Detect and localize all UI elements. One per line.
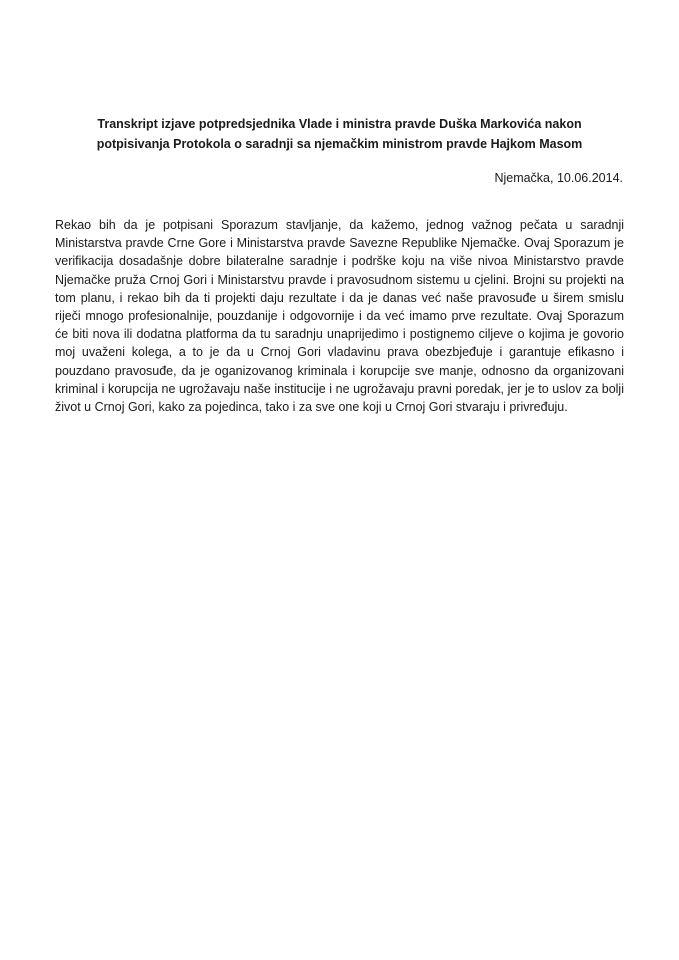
body-paragraph: Rekao bih da je potpisani Sporazum stavljanje, da kažemo, jednog važnog pečata u saradnji Ministarstva pravde Crne Gore i Ministarstva pravde Savezne Republike Njemačke. Ovaj Sporazum je verifikacija dosadašnje dobre bilateralne saradnje i podrške koju na više nivoa Ministarstvo pravde Njemačke pruža Crnoj Gori i Ministarstvu pravde i pravosudnom sistemu u cjelini. Brojni su projekti na tom planu, i rekao bih da ti projekti daju rezultate i da je danas već naše pravosuđe u širem smislu riječi mnogo profesionalnije, pouzdanije i odgovornije i da već imamo prve rezultate. Ovaj Sporazum će biti nova ili dodatna platforma da tu saradnju unaprijedimo i postignemo ciljeve o kojima je govorio moj uvaženi kolega, a to je da u Crnoj Gori vladavinu prava obezbjeđuje i garantuje efikasno i pouzdano pravosuđe, da je oganizovanog kriminala i korupcije sve manje, odnosno da organizovani kriminal i korupcija ne ugrožavaju naše institucije i ne ugrožavaju pravni poredak, jer je to uslov za bolji život u Crnoj Gori, kako za pojedinca, tako i za sve one koji u Crnoj Gori stvaraju i privređuju. [55,218,624,415]
document-title: Transkript izjave potpredsjednika Vlade i ministra pravde Duška Markovića nakon potpisivanja Protokola o saradnji sa njemačkim ministrom pravde Hajkom Masom [96,117,583,151]
dateline: Njemačka, 10.06.2014. [494,171,623,185]
